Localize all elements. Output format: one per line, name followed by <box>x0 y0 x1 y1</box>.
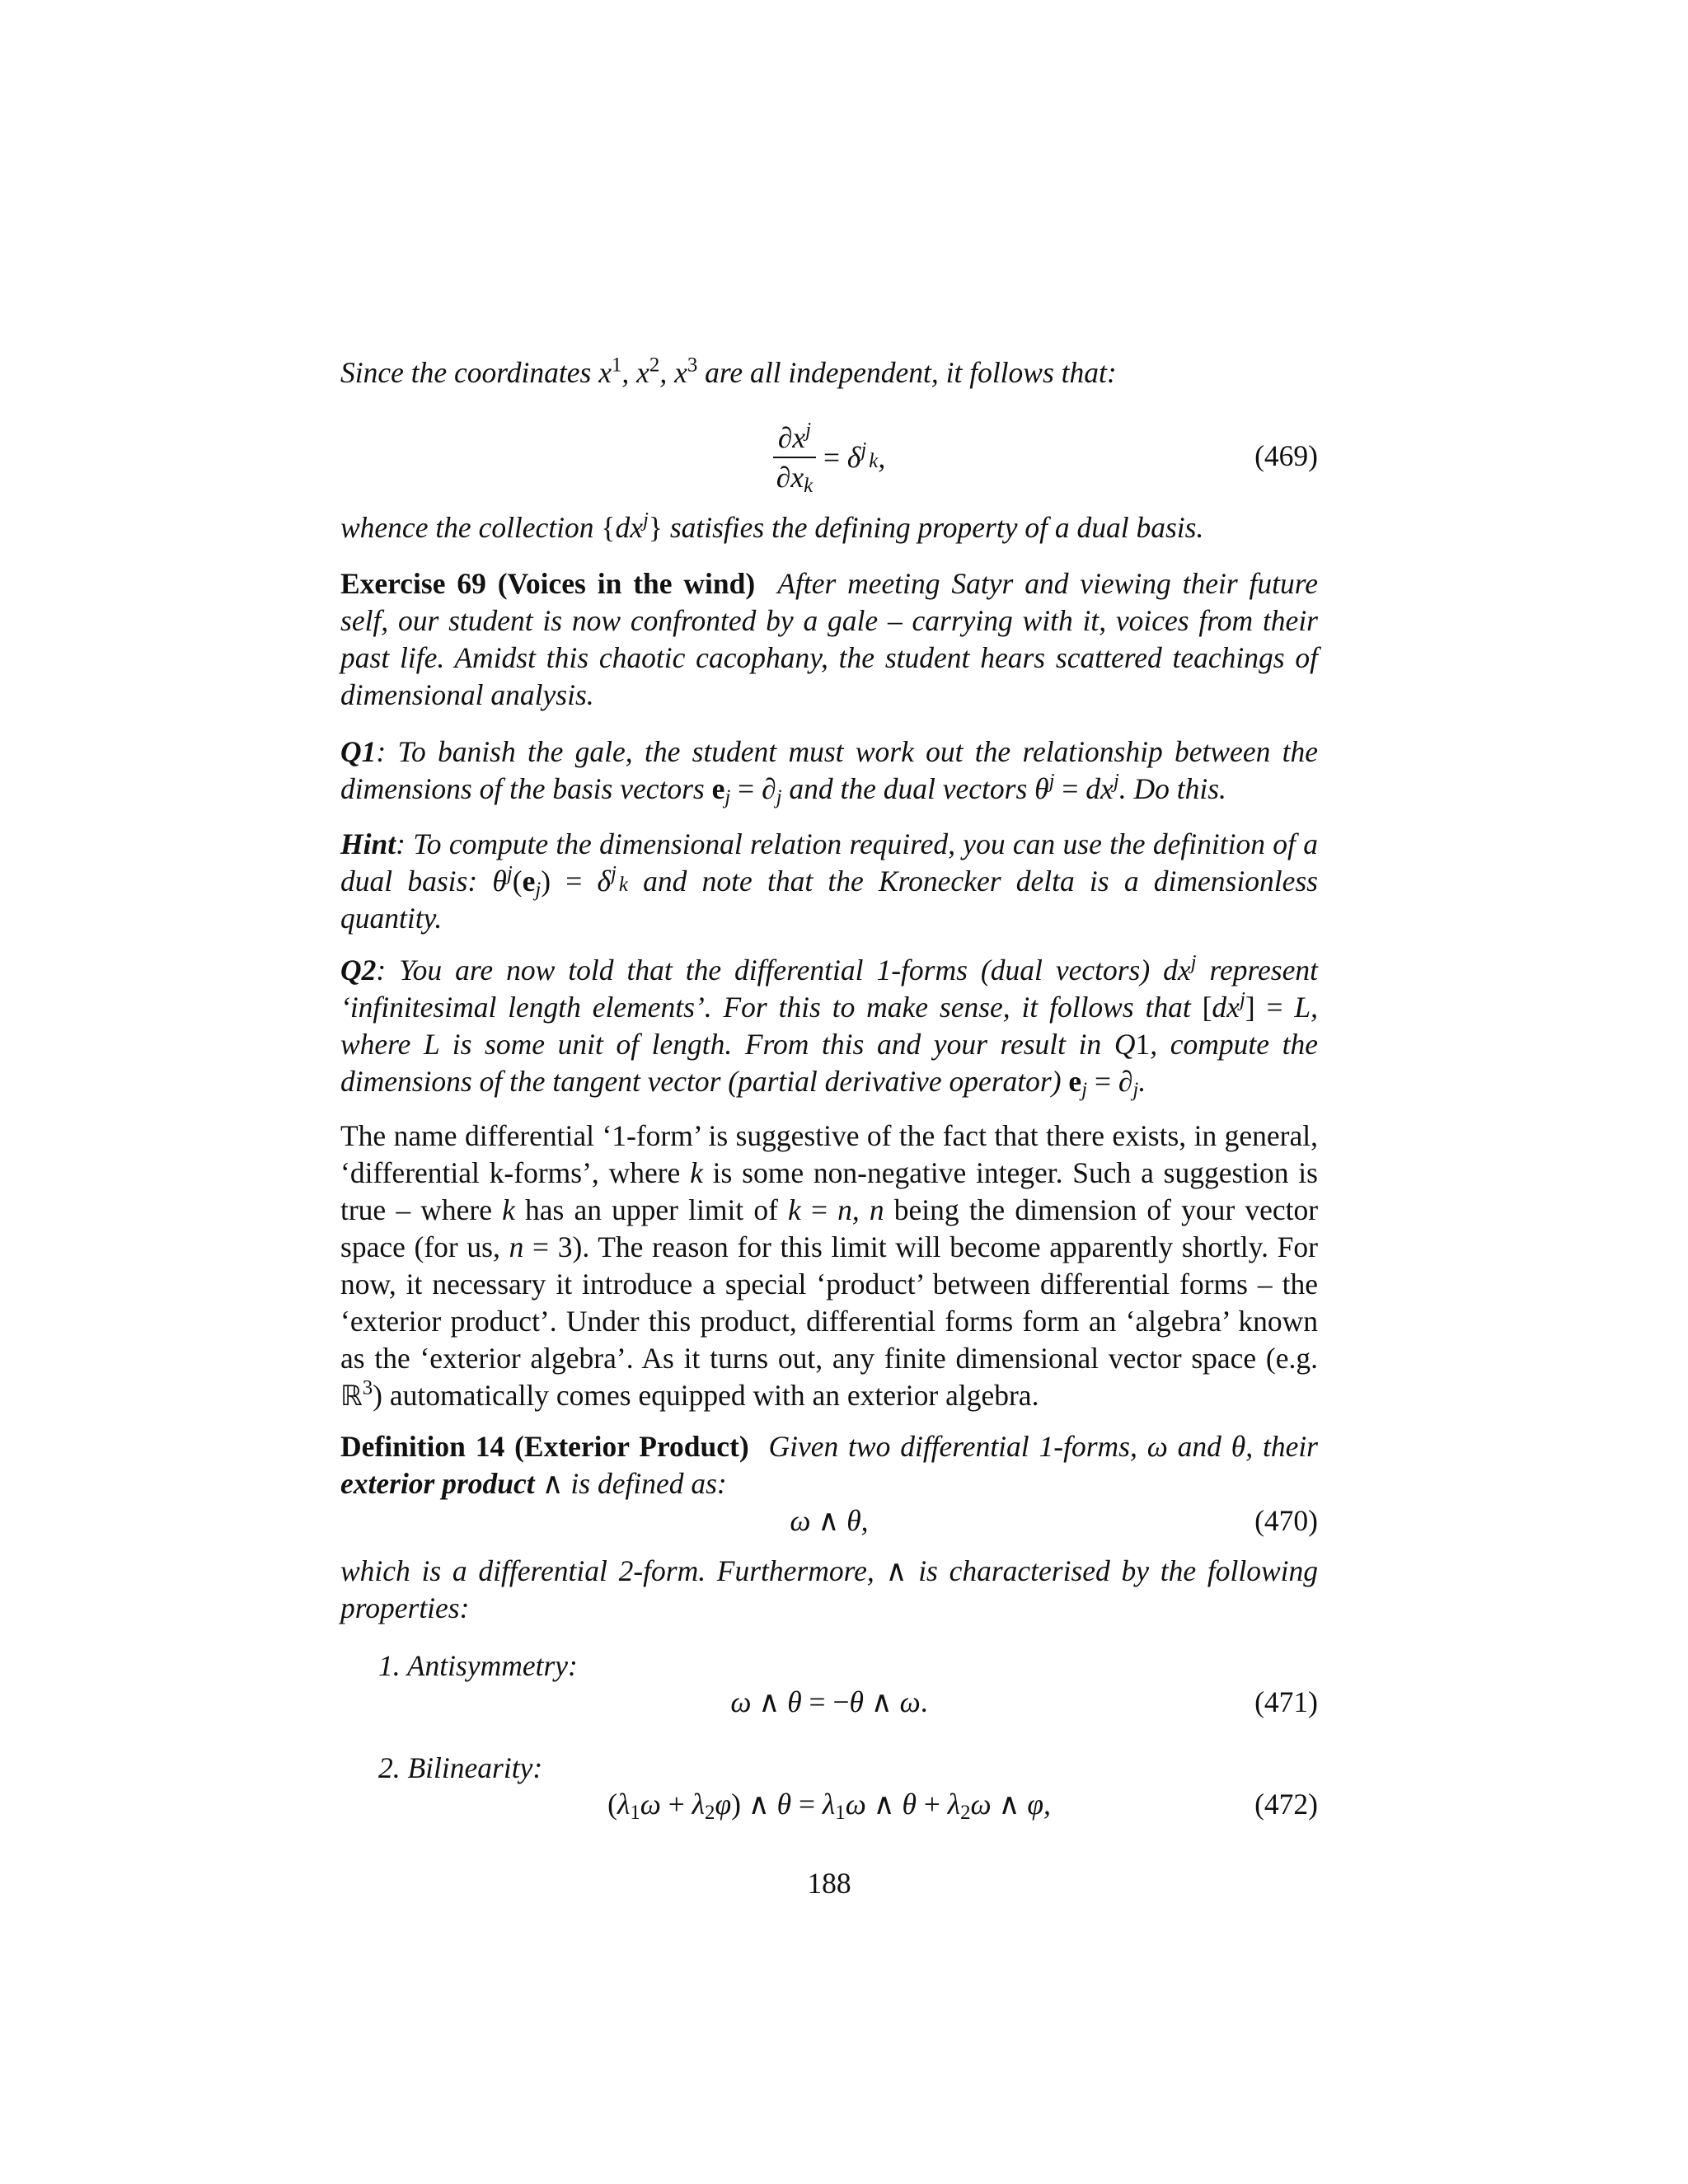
math-dx-collection: $\{dx^j\}$ <box>601 509 663 544</box>
math-dimension-dxj: $[dx^j] = L$ <box>1202 988 1311 1024</box>
exercise-block: Exercise 69 (Voices in the wind) After meeting Satyr and viewing their future self, our student is now confronted by a gale – carrying with it, voices from their past life. Amidst this chaotic cacophany, the student hears scattered teachings of dimensional analysis. <box>340 567 1318 711</box>
definition-label: Definition 14 (Exterior Product) <box>340 1430 749 1463</box>
equation-469: $\frac{\partial x^j}{\partial x_k}$ = $\delta^j$ k, (469) <box>340 419 1318 501</box>
q1-label: Q1 <box>340 735 377 768</box>
wedge-symbol: ∧ <box>542 1467 564 1500</box>
equation-number: (470) <box>1254 1504 1318 1537</box>
math-partial-fraction: $\frac{\partial x^j}{\partial x_k}$ <box>773 419 816 496</box>
math-n-equals-3: n = 3 <box>509 1230 573 1263</box>
q2-label: Q2 <box>340 954 377 987</box>
exercise-label: Exercise 69 (Voices in the wind) <box>340 567 756 600</box>
equation-number: (472) <box>1254 1788 1318 1821</box>
paragraph-coordinates: Since the coordinates $x^1$, $x^2$, $x^3$ are all independent, it follows that: <box>340 354 1117 389</box>
question-q2: Q2: You are now told that the differential 1-forms (dual vectors) $dx^j$ represent ‘infinitesimal length elements’. For this to make sense, it follows that $[dx^j] = L$, where L is some unit of length. From this and your result in Q1, compute the dimensions of the tangent vector (partial derivative operator) $e_j = \partial_j$. <box>340 951 1318 1102</box>
item-bilinearity-label: 2. Bilinearity: <box>378 1751 543 1784</box>
definition-term: exterior product <box>340 1467 535 1500</box>
equation-number: (469) <box>1254 439 1318 472</box>
math-dual-vector: $\theta^j = dx^j$ <box>1034 770 1119 805</box>
math-k-equals-n: k = n, n <box>788 1193 884 1226</box>
paragraph-k-forms: The name differential ‘1-form’ is suggestive of the fact that there exists, in general, ‘differential k-forms’, where k is some non-negative integer. Such a suggestion is true – where k has an upper limit of k = n, n being the dimension of your vector space (for us, n = 3). The reason for this limit will become apparently shortly. For now, it necessary it introduce a special ‘product’ between differential forms – the ‘exterior product’. Under this product, differential forms form an ‘algebra’ known as the ‘exterior algebra’. As it turns out, any finite dimensional vector space (e.g. ℝ$^3$) automatically comes equipped with an exterior algebra. <box>340 1119 1319 1412</box>
page-number: 188 <box>807 1867 851 1900</box>
equation-470: ω ∧ θ, (470) <box>790 1504 1318 1537</box>
question-q1: Q1: To banish the gale, the student must work out the relationship between the dimensions of the basis vectors $e_j = \partial_j$ and the dual vectors $\theta^j = dx^j$. Do this. <box>340 735 1318 809</box>
item-antisymmetry-label: 1. Antisymmetry: <box>378 1649 578 1682</box>
equation-471: ω ∧ θ = −θ ∧ ω. (471) <box>730 1685 1318 1718</box>
hint-label: Hint <box>340 827 396 860</box>
equation-number: (471) <box>1254 1685 1318 1718</box>
math-L: L <box>424 1028 440 1061</box>
hint-block: Hint: To compute the dimensional relation required, you can use the definition of a dual basis: $\theta^j(e_j) = \delta^j$ k and note that the Kronecker delta is a dimensionless quantity. <box>340 827 1318 935</box>
page <box>340 0 1318 2184</box>
math-Q1-ref: Q1 <box>1114 1028 1151 1061</box>
paragraph-2-form: which is a differential 2-form. Furthermore, ∧ is characterised by the following properties: <box>340 1554 1318 1624</box>
math-dual-basis-def: $\theta^j(e_j) = \delta^j$ k <box>492 862 628 902</box>
math-R3: ℝ$^3$ <box>340 1376 373 1412</box>
math-tangent-vector: $e_j = \partial_j$ <box>1068 1065 1139 1102</box>
definition-block: Definition 14 (Exterior Product) Given two differential 1-forms, ω and θ, their exterior product ∧ is defined as: <box>340 1430 1319 1500</box>
equation-472: $(\lambda_1\omega + \lambda_2\varphi)$ ∧ $\theta = \lambda_1\omega$ ∧ $\theta + \lambda_2\omega$ ∧ φ, (472) <box>607 1788 1318 1825</box>
math-dxj: $dx^j$ <box>1163 951 1197 987</box>
math-basis-vector: $e_j = \partial_j$ <box>711 772 782 809</box>
math-coordinates: $x^1$, $x^2$, $x^3$ <box>598 354 698 389</box>
paragraph-dual-basis: whence the collection $\{dx^j\}$ satisfies the defining property of a dual basis. <box>340 509 1204 544</box>
